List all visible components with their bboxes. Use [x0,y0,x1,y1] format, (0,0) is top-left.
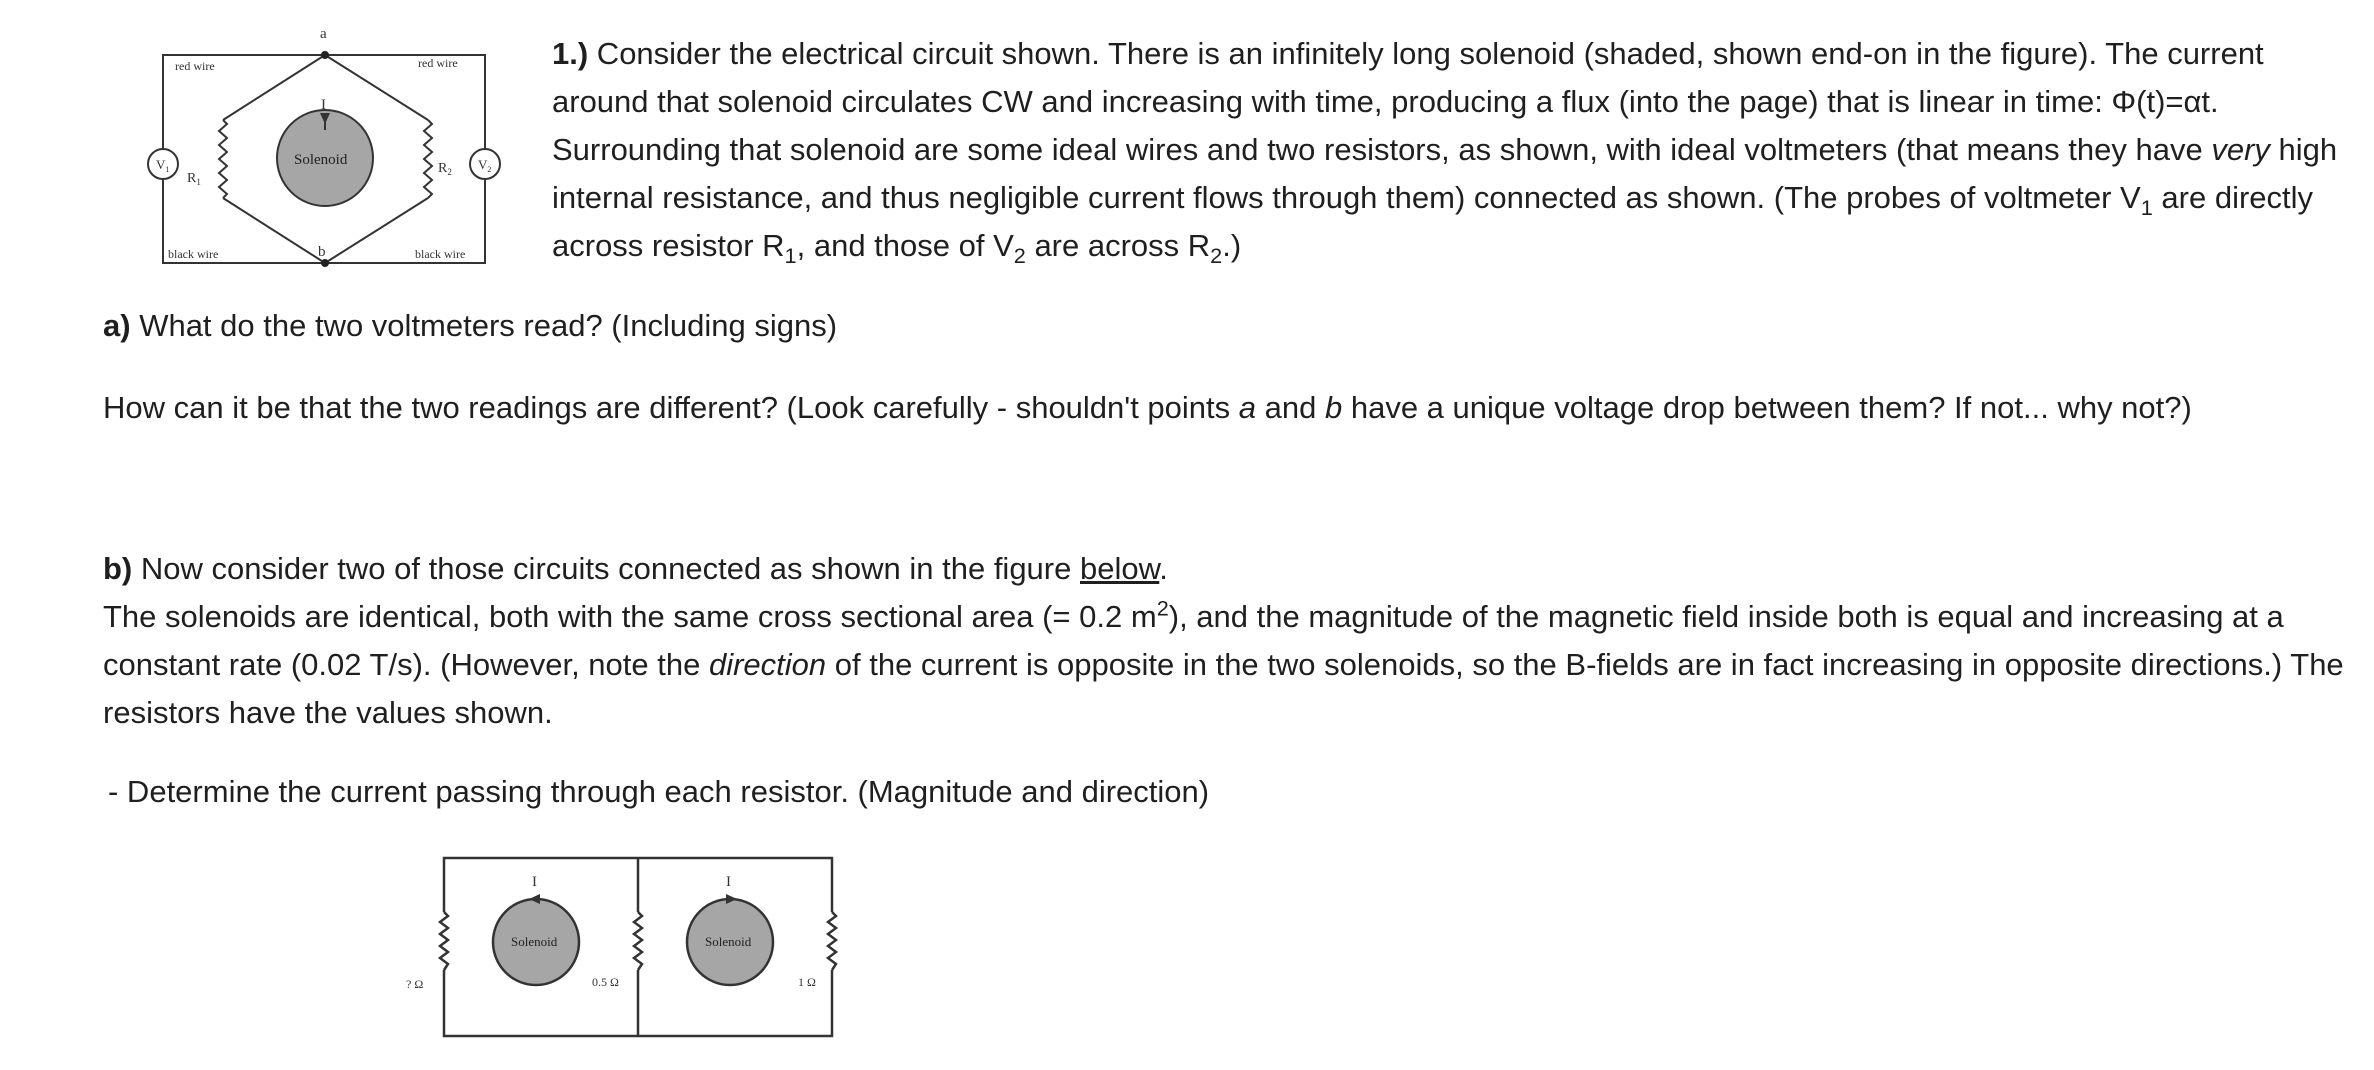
label-a: a [320,26,327,42]
label-black-wire-right: black wire [415,247,466,261]
left-diamond-wires [223,55,325,120]
label-solenoid-left: Solenoid [511,934,558,949]
part-a-followup: How can it be that the two readings are different? (Look carefully - shouldn't points a and b have a unique voltage drop between them? If not... why not?) [103,390,2192,425]
q1-sub-3: 2 [1013,243,1026,269]
q1-text-6: .) [1222,228,1242,263]
node-b [321,259,329,267]
q1-text-very: very [2211,132,2270,167]
point-b: b [1324,390,1343,425]
label-r2: $R_2$ [438,161,452,177]
q1-sub-4: 2 [1210,243,1223,269]
below-link[interactable]: below [1079,551,1160,586]
part-a-question [103,302,837,350]
part-a-label: a) [103,308,131,343]
label-solenoid-right: Solenoid [705,934,752,949]
label-resistor-right: 1 Ω [798,975,816,989]
q1-text-3: are directly across resistor R [552,180,2314,263]
question-1-label: 1.) [552,36,589,71]
part-b-label: b) [103,551,133,586]
circuit-figure-2 [400,850,860,1050]
resistor-r1 [219,120,227,198]
node-a [321,51,329,59]
q1-text-4: , and those of V [796,228,1014,263]
label-v1: $V_1$ [156,157,170,174]
label-black-wire-left: black wire [168,247,219,261]
label-i-right: I [726,874,731,890]
part-b-text: b) Now consider two of those circuits connected as shown in the figure below. The solenoids are identical, both with the same cross sectional area (= 0.2 $m^2$), and the magnitude of the magnetic field inside both is equal and increasing at a constant rate (0.02 T/s). (However, note the direction of the current is opposite in the two solenoids, so the B-fields are in fact increasing in opposite directions.) The resistors have the values shown. [103,551,2344,730]
label-v2: $V_2$ [478,157,492,174]
label-red-wire-right: red wire [418,56,458,70]
q1-sub-1: 1 [2140,195,2153,221]
label-b: b [318,244,326,260]
q1-text-2: high internal resistance, and thus negligible current flows through them) connected as shown. (The probes of voltmeter V [552,132,2338,215]
question-1-text [552,30,2352,270]
label-i-left: I [532,874,537,890]
label-resistor-middle: 0.5 Ω [592,975,619,989]
label-red-wire-left: red wire [175,59,215,73]
label-solenoid: Solenoid [294,152,348,168]
label-r1: $R_1$ [187,171,201,187]
label-resistor-left: ? Ω [406,977,424,991]
resistor-r2 [424,120,432,198]
direction-word: direction [708,647,827,682]
part-a-text: What do the two voltmeters read? (Including signs) [130,308,838,343]
label-current-i: I [321,97,326,113]
part-b-determine: - Determine the current passing through each resistor. (Magnitude and direction) [108,774,1210,809]
q1-sub-2: 1 [784,243,797,269]
point-a: a [1238,390,1257,425]
q1-text-1: Consider the electrical circuit shown. There is an infinitely long solenoid (shaded, shown end-on in the figure). The current around that solenoid circulates CW and increasing with time, producing a flux (into the page) that is linear in time: Φ(t)=αt. Surrounding that solenoid are some ideal wires and two resistors, as shown, with ideal voltmeters (that means they have [552,36,2264,167]
q1-text-5: are across R [1025,228,1211,263]
circuit-figure-1 [135,20,515,275]
